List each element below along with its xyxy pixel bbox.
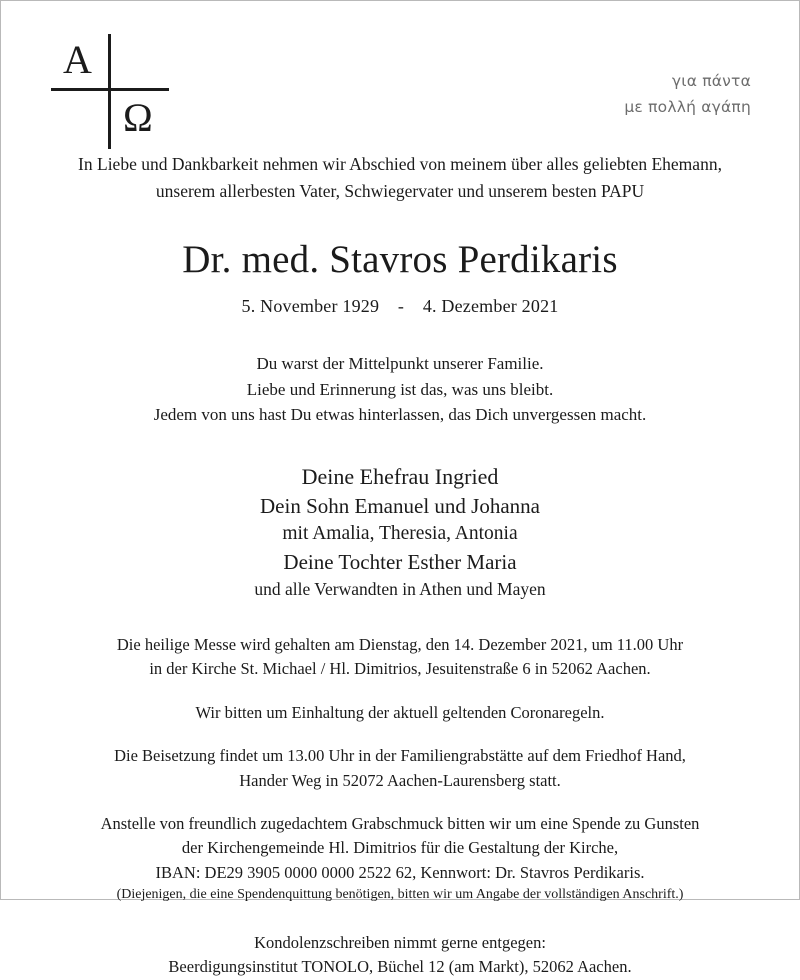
greek-dedication-line-2: με πολλή αγάπη	[624, 97, 751, 116]
intro-text	[23, 151, 777, 204]
verse-line-2: Liebe und Erinnerung ist das, was uns bleibt.	[246, 379, 554, 399]
alpha-glyph: A	[63, 37, 92, 82]
mass-line-2: in der Kirche St. Michael / Hl. Dimitrios, Jesuitenstraße 6 in 52062 Aachen.	[149, 659, 651, 679]
notice-header	[1, 1, 799, 151]
condolence-line-1: Kondolenzschreiben nimmt gerne entgegen:	[254, 932, 546, 952]
burial-details	[23, 744, 777, 793]
birth-date: 5. November 1929	[241, 296, 380, 317]
family-line-spouse: Deine Ehefrau Ingried	[301, 463, 499, 489]
life-dates	[23, 296, 777, 317]
cross-vertical-bar	[108, 34, 111, 149]
burial-line-1: Die Beisetzung findet um 13.00 Uhr in der Familiengrabstätte auf dem Friedhof Hand,	[114, 746, 686, 766]
donation-details	[23, 812, 777, 905]
greek-dedication-line-1: για πάντα	[671, 72, 751, 90]
donation-iban-line: IBAN: DE29 3905 0000 0000 2522 62, Kennwort: Dr. Stavros Perdikaris.	[155, 862, 645, 882]
death-date: 4. Dezember 2021	[422, 296, 559, 317]
family-line-grandchildren: mit Amalia, Theresia, Antonia	[282, 522, 518, 544]
mass-line-1: Die heilige Messe wird gehalten am Dienstag, den 14. Dezember 2021, um 11.00 Uhr	[116, 634, 684, 654]
condolence-details	[23, 931, 777, 980]
notice-content	[1, 151, 799, 980]
donation-line-1: Anstelle von freundlich zugedachtem Grabschmuck bitten wir um eine Spende zu Gunsten	[100, 813, 700, 833]
donation-receipt-note: (Diejenigen, die eine Spendenquittung benötigen, bitten wir um Angabe der vollständigen Anschrift.)	[116, 887, 684, 903]
greek-dedication	[624, 69, 751, 120]
mass-details	[23, 633, 777, 682]
condolence-line-2: Beerdigungsinstitut TONOLO, Büchel 12 (am Markt), 52062 Aachen.	[168, 957, 632, 977]
intro-line-1: In Liebe und Dankbarkeit nehmen wir Abschied von meinem über alles geliebten Ehemann,	[78, 154, 722, 174]
deceased-name: Dr. med. Stavros Perdikaris	[182, 238, 618, 282]
family-line-relatives: und alle Verwandten in Athen und Mayen	[254, 578, 546, 599]
service-details	[23, 633, 777, 905]
corona-note: Wir bitten um Einhaltung der aktuell geltenden Coronaregeln.	[195, 702, 605, 722]
family-line-daughter: Deine Tochter Esther Maria	[283, 549, 517, 574]
omega-glyph: Ω	[123, 95, 153, 140]
verse-line-3: Jedem von uns hast Du etwas hinterlassen, das Dich unvergessen macht.	[153, 405, 647, 425]
donation-line-2: der Kirchengemeinde Hl. Dimitrios für die Gestaltung der Kirche,	[181, 838, 619, 858]
verse-line-1: Du warst der Mittelpunkt unserer Familie.	[256, 354, 544, 374]
cross-horizontal-bar	[51, 88, 169, 91]
alpha-omega-cross-icon	[51, 34, 169, 149]
burial-line-2: Hander Weg in 52072 Aachen-Laurensberg statt.	[239, 770, 561, 790]
family-line-son: Dein Sohn Emanuel und Johanna	[260, 493, 540, 518]
intro-line-2: unserem allerbesten Vater, Schwiegervater und unserem besten PAPU	[155, 180, 645, 201]
date-separator: -	[397, 296, 405, 317]
memorial-verse	[23, 351, 777, 428]
family-members	[23, 462, 777, 601]
